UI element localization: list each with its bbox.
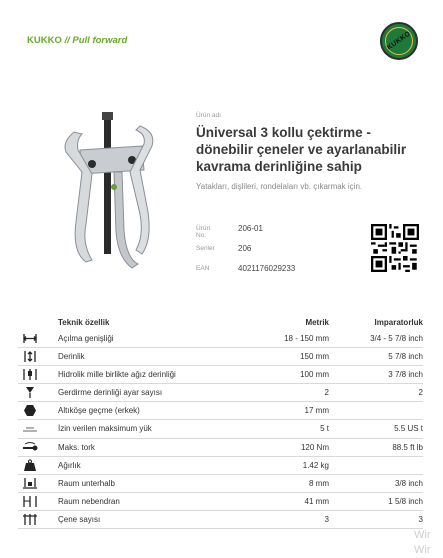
spec-imperial: 3/4 - 5 7/8 inch bbox=[370, 334, 423, 343]
spec-metric: 5 t bbox=[320, 424, 329, 434]
weight-icon bbox=[22, 459, 38, 472]
hex-icon bbox=[22, 404, 38, 417]
spec-table-header bbox=[18, 316, 423, 330]
brand-tagline: // Pull forward bbox=[64, 35, 128, 46]
info-label: EAN bbox=[196, 265, 210, 272]
watermark bbox=[414, 528, 431, 558]
product-name-label: Ürün adı bbox=[196, 112, 221, 119]
spec-row bbox=[18, 366, 423, 384]
spec-imperial: 5.5 US t bbox=[394, 424, 423, 434]
spec-imperial: 5 7/8 inch bbox=[388, 352, 423, 362]
watermark-line: Wir bbox=[414, 529, 431, 541]
depth-icon bbox=[22, 350, 38, 363]
spec-name: Altıköşe geçme (erkek) bbox=[58, 406, 140, 416]
spec-metric: 3 bbox=[324, 514, 329, 524]
spec-metric: 120 Nm bbox=[300, 442, 329, 452]
spec-name: Hidrolik mille birlikte ağız derinliği bbox=[58, 370, 176, 380]
info-value: 206 bbox=[238, 244, 252, 253]
hydraulic-depth-icon bbox=[22, 368, 38, 381]
product-title: Üniversal 3 kollu çektirme - dönebilir çeneler ve ayarlanabilir kavrama derinliğine sahip bbox=[196, 125, 407, 174]
spec-metric: 18 - 150 mm bbox=[284, 334, 329, 343]
spec-table bbox=[18, 316, 423, 529]
adjustment-icon bbox=[22, 386, 38, 399]
qr-code-icon bbox=[371, 224, 419, 272]
header-imperial: Imparatorluk bbox=[374, 318, 423, 327]
spec-metric: 41 mm bbox=[304, 496, 329, 506]
space-beside-icon bbox=[22, 495, 38, 508]
info-value: 206-01 bbox=[238, 224, 263, 233]
info-label: Seriler bbox=[196, 245, 215, 252]
info-label: Ürün No. bbox=[196, 225, 211, 239]
spec-metric: 17 mm bbox=[304, 406, 329, 416]
spec-imperial: 88.5 ft lb bbox=[392, 442, 423, 452]
spec-metric: 8 mm bbox=[309, 478, 329, 488]
kukko-logo bbox=[380, 22, 418, 60]
watermark-line: Wir bbox=[414, 544, 431, 556]
spec-imperial: 3/8 inch bbox=[394, 478, 423, 488]
spec-row bbox=[18, 475, 423, 493]
spec-name: Derinlik bbox=[58, 352, 85, 362]
spec-name: Ağırlık bbox=[58, 460, 81, 470]
spec-row bbox=[18, 330, 423, 348]
spec-name: Maks. tork bbox=[58, 442, 95, 452]
spec-name: İzin verilen maksimum yük bbox=[58, 424, 152, 434]
spec-imperial: 3 bbox=[418, 514, 423, 524]
spec-name: Gerdirme derinliği ayar sayısı bbox=[58, 388, 163, 398]
spec-row bbox=[18, 384, 423, 402]
spec-imperial: 1 5/8 inch bbox=[388, 496, 423, 506]
opening-width-icon bbox=[22, 332, 38, 345]
header-name: Teknik özellik bbox=[58, 318, 110, 327]
product-subtitle: Yatakları, dişlileri, rondelaları vb. çıkarmak için. bbox=[196, 182, 363, 191]
spec-row bbox=[18, 402, 423, 420]
spec-imperial: 2 bbox=[418, 388, 423, 398]
spec-metric: 100 mm bbox=[300, 370, 329, 380]
info-value: 4021176029233 bbox=[238, 264, 296, 273]
logo-text: KUKKO bbox=[385, 30, 413, 52]
brand-name: KUKKO bbox=[27, 35, 62, 46]
spec-metric: 1.42 kg bbox=[302, 460, 329, 470]
spec-imperial: 3 7/8 inch bbox=[388, 370, 423, 380]
header-metric: Metrik bbox=[305, 318, 329, 327]
spec-row bbox=[18, 439, 423, 457]
brand-header bbox=[27, 35, 127, 46]
spec-name: Açılma genişliği bbox=[58, 334, 114, 343]
spec-row bbox=[18, 348, 423, 366]
spec-row bbox=[18, 457, 423, 475]
spec-name: Çene sayısı bbox=[58, 514, 101, 524]
torque-icon bbox=[22, 441, 38, 454]
spec-row bbox=[18, 493, 423, 511]
spec-metric: 150 mm bbox=[300, 352, 329, 362]
load-icon bbox=[22, 422, 38, 435]
spec-row bbox=[18, 420, 423, 438]
space-below-icon bbox=[22, 477, 38, 490]
spec-name: Raum nebendran bbox=[58, 496, 120, 506]
product-image bbox=[52, 112, 172, 272]
spec-row bbox=[18, 511, 423, 529]
jaw-count-icon bbox=[22, 513, 38, 526]
spec-metric: 2 bbox=[324, 388, 329, 398]
spec-name: Raum unterhalb bbox=[58, 478, 115, 488]
